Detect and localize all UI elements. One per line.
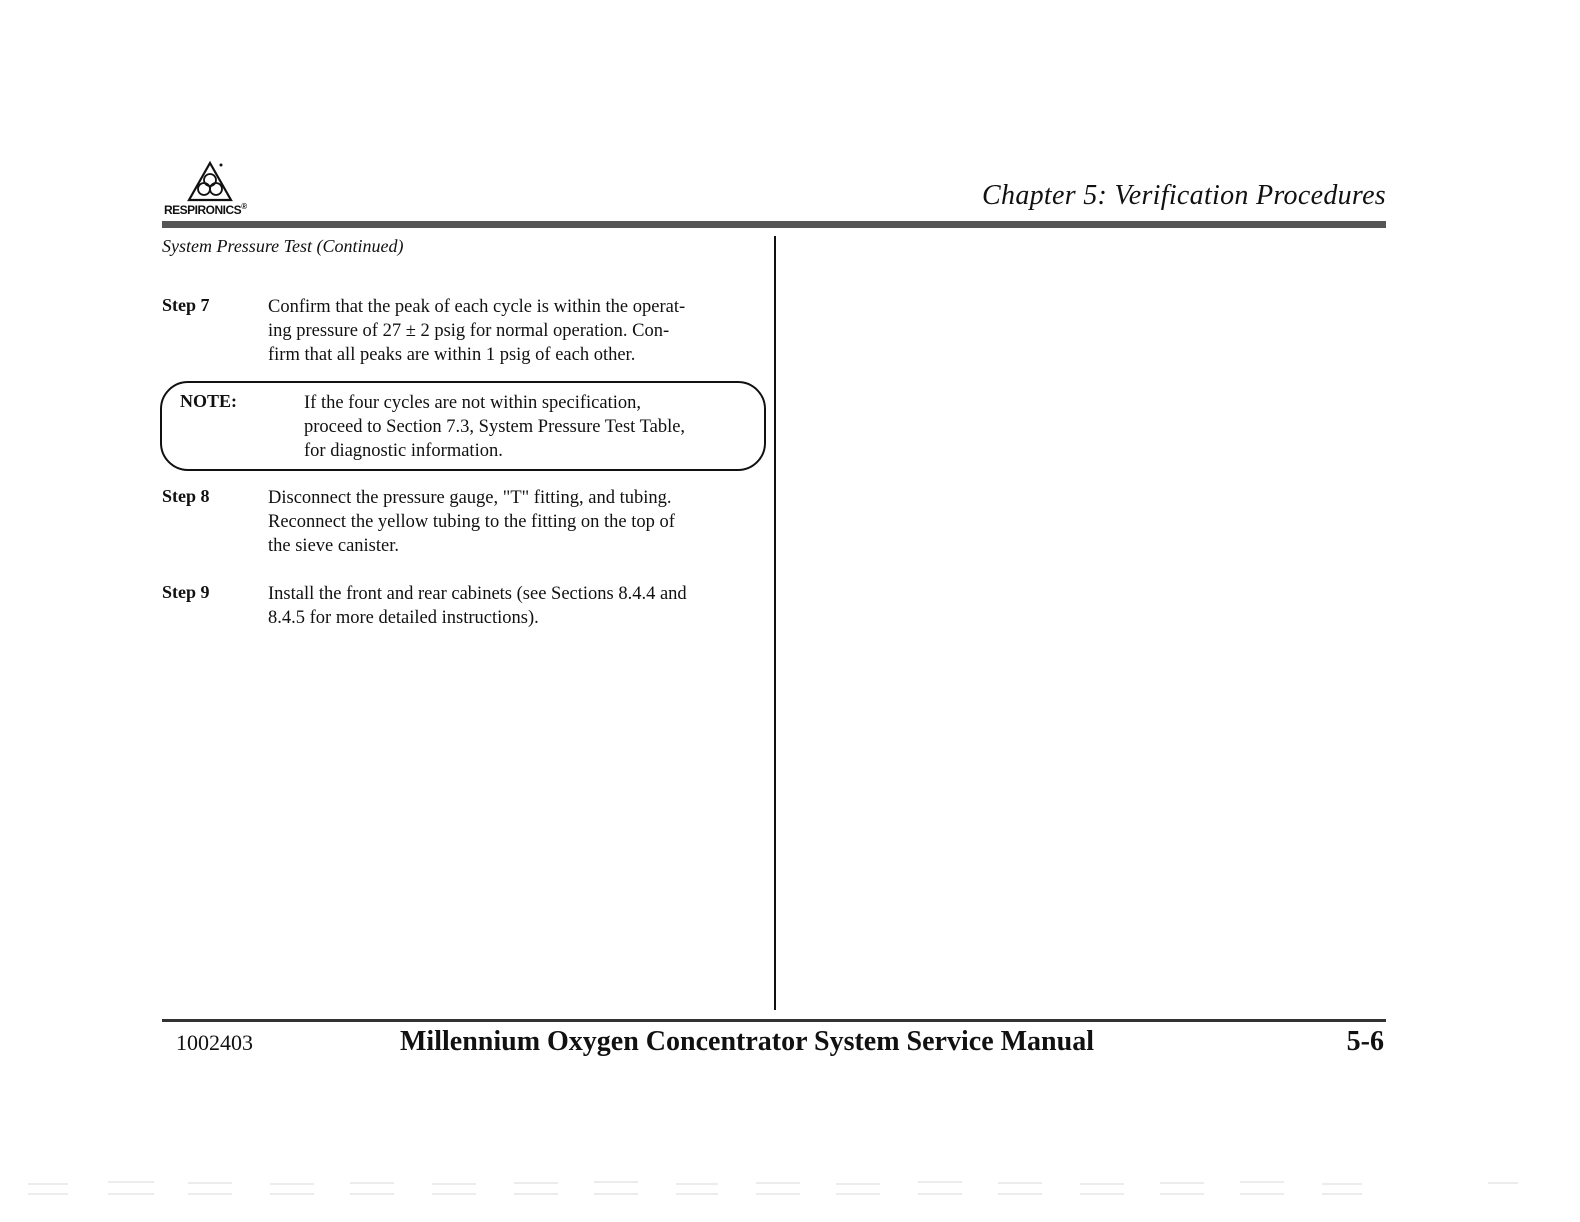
- note-line: If the four cycles are not within specification,: [304, 393, 641, 413]
- note-text: [304, 391, 754, 463]
- footer-rule: [162, 1019, 1386, 1022]
- step-text: [268, 295, 762, 367]
- step-label: Step 9: [162, 582, 210, 602]
- note-label: NOTE:: [180, 391, 238, 411]
- step-line: the sieve canister.: [268, 536, 399, 556]
- page-number: 5-6: [1346, 1026, 1384, 1057]
- step-text: [268, 582, 762, 630]
- respironics-logo: [164, 160, 274, 220]
- manual-title: Millennium Oxygen Concentrator System Service Manual: [400, 1026, 1094, 1057]
- document-number: 1002403: [176, 1030, 253, 1055]
- step-label: Step 8: [162, 486, 210, 506]
- step-text: [268, 486, 762, 558]
- step-line: Confirm that the peak of each cycle is within the operat-: [268, 297, 686, 317]
- note-box: [160, 381, 766, 471]
- column-divider: [774, 236, 776, 1010]
- section-heading: System Pressure Test (Continued): [162, 236, 404, 256]
- chapter-title: Chapter 5: Verification Procedures: [982, 180, 1386, 211]
- note-line: proceed to Section 7.3, System Pressure Test Table,: [304, 417, 686, 437]
- step-line: firm that all peaks are within 1 psig of each other.: [268, 345, 636, 365]
- step-label: Step 7: [162, 295, 210, 315]
- step-line: 8.4.5 for more detailed instructions).: [268, 608, 539, 628]
- step-line: Install the front and rear cabinets (see Sections 8.4.4 and: [268, 584, 687, 604]
- step-line: Disconnect the pressure gauge, "T" fitting, and tubing.: [268, 488, 672, 508]
- respironics-logo-icon: [184, 160, 236, 204]
- note-line: for diagnostic information.: [304, 441, 503, 461]
- step-line: ing pressure of 27 ± 2 psig for normal operation. Con-: [268, 321, 670, 341]
- logo-text: RESPIRONICS®: [164, 202, 247, 217]
- header-rule: [162, 221, 1386, 228]
- scan-artifacts: [28, 1176, 1528, 1200]
- step-line: Reconnect the yellow tubing to the fitting on the top of: [268, 512, 675, 532]
